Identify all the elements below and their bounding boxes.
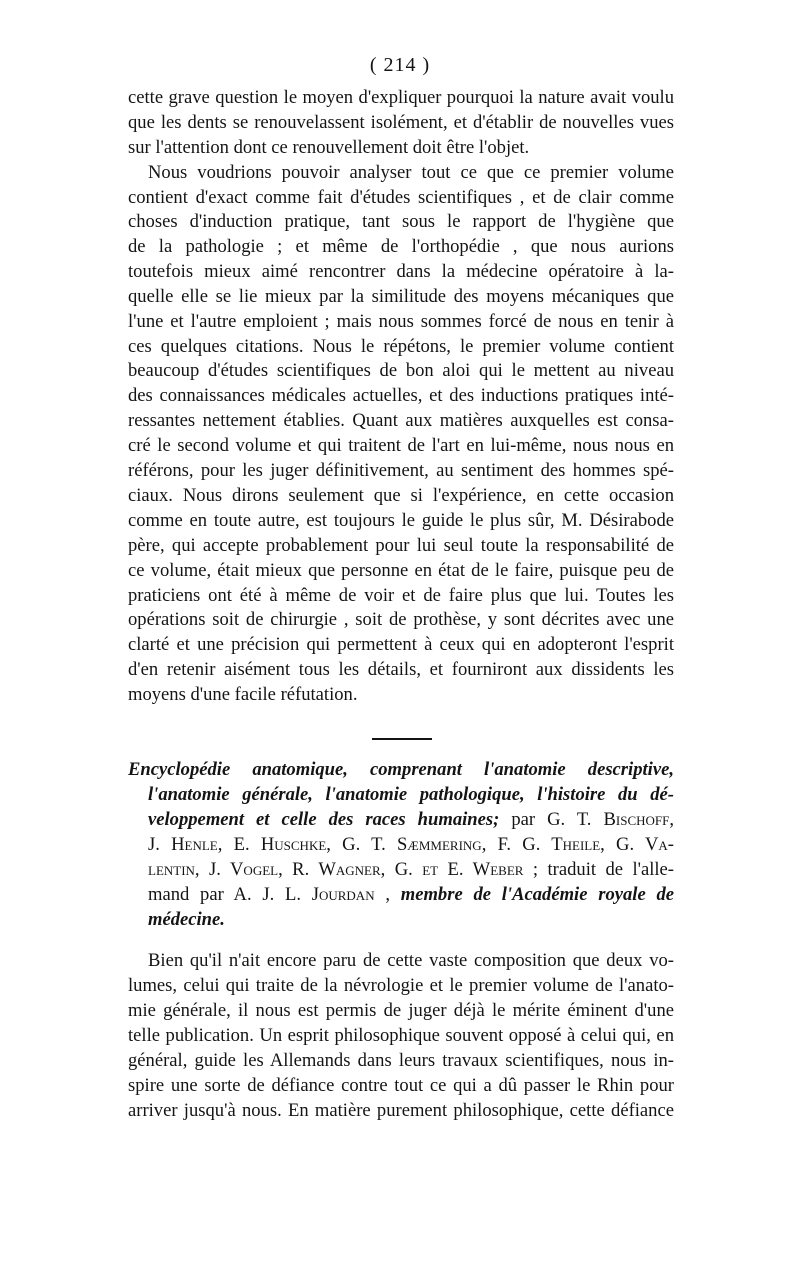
section-divider — [372, 738, 432, 740]
text-line: ressantes nettement établies. Quant aux matières auxquelles est consa- — [128, 410, 674, 431]
page-number: ( 214 ) — [369, 54, 431, 76]
review-heading-line — [148, 858, 674, 882]
translator-title: membre de l'Académie royale de — [400, 884, 675, 905]
text-line: de la pathologie ; et même de l'orthopédie , que nous aurions — [128, 236, 674, 257]
text-line: arriver jusqu'à nous. En matière purement philosophique, cette défiance — [128, 1100, 674, 1121]
text-line: beaucoup d'études scientifiques de bon aloi qui le mettent au niveau — [128, 360, 674, 381]
text-line: spire une sorte de défiance contre tout ce qui a dû passer le Rhin pour — [128, 1075, 674, 1096]
review-heading-line — [148, 833, 674, 857]
punctuation: , — [374, 884, 401, 905]
text-line: cré le second volume et qui traitent de l'art en lui-même, nous nous en — [128, 435, 674, 456]
review-heading-line — [148, 883, 674, 907]
translator-note: mand par A. J. L. — [148, 884, 312, 905]
text-line: clarté et une précision qui permettent à ceux qui en adopteront l'esprit — [128, 634, 674, 655]
text-line: père, qui accepte probablement pour lui seul toute la responsabilité de — [128, 535, 674, 556]
text-line: quelle elle se lie mieux par la similitude des moyens mécaniques que — [128, 286, 674, 307]
text-line: toutefois mieux aimé rencontrer dans la médecine opératoire à la- — [128, 261, 674, 282]
author-names: lentin, J. Vogel, R. Wagner, G. et E. Weber — [148, 859, 524, 880]
text-line: choses d'induction pratique, tant sous le rapport de l'hygiène que — [128, 211, 674, 232]
text-line: Nous voudrions pouvoir analyser tout ce que ce premier volume — [148, 162, 674, 183]
text-line: d'en retenir aisément tous les détails, et fourniront aux dissidents les — [128, 659, 674, 680]
text-line: ciaux. Nous dirons seulement que si l'expérience, en cette occasion — [128, 485, 674, 506]
text-line: général, guide les Allemands dans leurs travaux scientifiques, nous in- — [128, 1050, 674, 1071]
review-heading-line: médecine. — [148, 909, 225, 930]
text-line: que les dents se renouvelassent isolément, et d'établir de nouvelles vues — [128, 112, 674, 133]
text-line: mie générale, il nous est permis de juger déjà le mérite éminent d'une — [128, 1000, 674, 1021]
review-heading-line — [148, 808, 674, 832]
review-heading-line: l'anatomie générale, l'anatomie pathologique, l'histoire du dé- — [148, 784, 674, 805]
review-by: par G. T. — [499, 809, 604, 830]
text-line: ces quelques citations. Nous le répétons, le premier volume contient — [128, 336, 674, 357]
text-line: contient d'exact comme fait d'études scientifiques , et de clair comme — [128, 187, 674, 208]
text-line: praticiens ont été à même de voir et de faire plus que lui. Toutes les — [128, 585, 674, 606]
text-line: cette grave question le moyen d'expliquer pourquoi la nature avait voulu — [128, 87, 674, 108]
review-title-part: veloppement et celle des races humaines; — [148, 809, 500, 830]
text-line: Bien qu'il n'ait encore paru de cette vaste composition que deux vo- — [148, 950, 674, 971]
text-line: des connaissances médicales actuelles, et des inductions pratiques inté- — [128, 385, 674, 406]
text-line: l'une et l'autre emploient ; mais nous sommes forcé de nous en tenir à — [128, 311, 674, 332]
text-line: comme en toute autre, est toujours le guide le plus sûr, M. Désirabode — [128, 510, 674, 531]
author-names: J. Henle, E. Huschke, G. T. Sæmmering, F. G. Theile, G. Va- — [148, 834, 674, 855]
text-line: opérations soit de chirurgie , soit de prothèse, y sont décrites avec une — [128, 609, 674, 630]
text-line: sur l'attention dont ce renouvellement doit être l'objet. — [128, 137, 530, 158]
review-heading-line: Encyclopédie anatomique, comprenant l'anatomie descriptive, — [128, 759, 674, 780]
translator-name: Jourdan — [311, 884, 375, 905]
author-name: Bischoff, — [603, 809, 675, 830]
translator-note: ; traduit de l'alle- — [523, 859, 674, 880]
text-line: moyens d'une facile réfutation. — [128, 684, 358, 705]
text-line: référons, pour les juger définitivement, au sentiment des hommes spé- — [128, 460, 674, 481]
text-line: lumes, celui qui traite de la névrologie et le premier volume de l'anato- — [128, 975, 674, 996]
text-line: ce volume, était mieux que personne en état de le faire, puisque peu de — [128, 560, 674, 581]
text-line: telle publication. Un esprit philosophique souvent opposé à celui qui, en — [128, 1025, 674, 1046]
